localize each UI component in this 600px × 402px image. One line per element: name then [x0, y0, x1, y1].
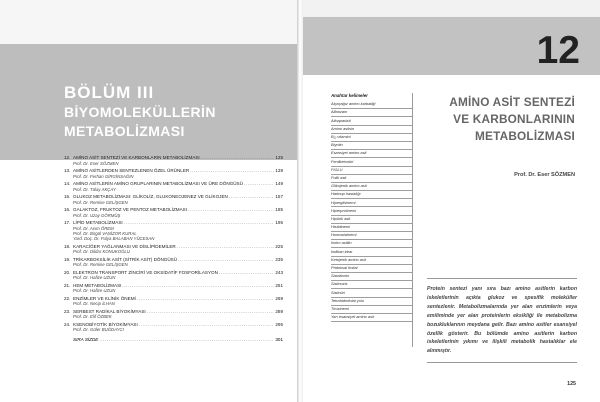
toc-leader-dots [122, 283, 274, 289]
toc-chapter-title: TRİKARBOKSİLİK ASİT (SİTRİK ASİT) DÖNGÜSÜ [73, 256, 178, 262]
keyword-item: Sistinüri [331, 289, 412, 297]
toc-author: Prof. Dr. Ferhan GİRGİNSAĞIN [73, 173, 134, 179]
toc-chapter-title: ENZİMLER VE KLİNİK ÖNEMİ [73, 295, 136, 301]
toc-chapter-number: 21. [64, 282, 71, 288]
toc-author: Yard. Doç. Dr. Fulya BALABAN YÜCESAN [73, 236, 155, 242]
keyword-item: Pridoksal fosfat [331, 265, 412, 273]
toc-leader-dots [190, 168, 274, 174]
toc-author: Prof. Dr. Hafize UZUN [73, 275, 116, 281]
toc-author: Prof. Dr. Necip İLHAN [73, 301, 115, 307]
toc-leader-dots [219, 270, 274, 276]
toc-chapter-number: 17. [64, 220, 71, 225]
keywords-sidebar [331, 93, 413, 347]
toc-page-number: 235 [275, 256, 283, 262]
right-page [303, 0, 600, 402]
toc-page-number: 295 [275, 321, 283, 327]
toc-entry [64, 257, 283, 268]
toc-chapter-title: AMİNO ASİT SENTEZİ VE KARBONLARIN METABOLİZMASI [73, 155, 200, 160]
toc-author: Prof. Dr. Hafize UZUN [73, 288, 116, 294]
toc-leader-dots [177, 244, 275, 250]
keywords-title: Anahtar kelimeler [331, 93, 368, 98]
toc-chapter-number: 19. [64, 256, 71, 262]
keyword-item: Hiperprolinemi [331, 207, 412, 215]
toc-entry [64, 155, 283, 166]
toc-author: Prof. Dr. Remise GELİŞGEN [73, 262, 128, 268]
toc-index-title: SIRA SİZDE [73, 336, 99, 342]
toc-index-page: 301 [275, 336, 283, 342]
toc-chapter-title: KSENOBİYOTİK BİYOKİMYASI [73, 321, 138, 327]
toc-index-entry [64, 337, 283, 342]
toc-page-number: 185 [275, 207, 283, 212]
toc-page-number: 125 [275, 155, 283, 160]
summary-text: Protein sentezi yanı sıra bazı amino asitlerin karbon iskeletlerinin açıkta glukoz ve spesifik moleküller sentezlenir. Metabolizmalarında yer alan enzimlerin veya emiliminde yer alan proteinlerin eksikliği ile metabolizma bozukluklarının meydana gelir. Bazı amino asitler esansiyel özellik gösterir. Bu bölümde amino asitlerin karbon iskeletlerinin yıkımı ve ilişkili metabolik hastalıklar ele alınmıştır. [427, 286, 577, 355]
toc-line [64, 168, 283, 174]
toc-leader-dots [244, 181, 274, 187]
chapter-title-line1: AMİNO ASİT SENTEZİ [449, 95, 575, 109]
toc-chapter-number: 22. [64, 295, 71, 301]
toc-leader-dots [178, 257, 274, 263]
keyword-item: FIGLU [331, 167, 412, 175]
keyword-item: Glikojenik amino asit [331, 183, 412, 191]
toc-page-number: 139 [275, 168, 283, 173]
keyword-item: Biyotin [331, 142, 412, 150]
chapter-title-line2: VE KARBONLARININ [453, 112, 575, 126]
chapter-author: Prof. Dr. Eser SÖZMEN [514, 172, 575, 178]
chapter-title-line3: METABOLİZMASI [474, 129, 575, 143]
keyword-item: İndikan idrar [331, 248, 412, 256]
keyword-item: Ketojenik amino asit [331, 257, 412, 265]
page-number: 125 [567, 381, 576, 387]
toc-leader-dots [137, 296, 275, 302]
toc-chapter-title: ELEKTRON TRANSPORT ZİNCİRİ VE OKSİDATİF FOSFORİLASYON [73, 269, 218, 275]
toc-chapter-title: HEM METABOLİZMASI [73, 282, 122, 288]
toc-entry [64, 309, 283, 320]
toc-chapter-number: 20. [64, 269, 71, 275]
right-top-band [303, 0, 600, 17]
toc-line [64, 220, 283, 226]
toc-entry [64, 270, 283, 281]
part-title [64, 103, 294, 141]
toc-entry [64, 322, 283, 333]
toc-entry [64, 220, 283, 242]
keyword-item: Tirozinemi [331, 306, 412, 314]
toc-entry [64, 244, 283, 255]
toc-author: Prof. Dr. Eser SÖZMEN [73, 160, 119, 166]
keyword-item: Alfaozam [331, 109, 412, 117]
keyword-item: Alçaçağız amino karbatiği [331, 101, 412, 109]
keyword-item: Yarı esansiyel amino asit [331, 314, 412, 322]
keyword-item: Amino asitsin [331, 126, 412, 134]
toc-page-number: 149 [275, 181, 283, 186]
toc-chapter-number: 12. [64, 155, 71, 160]
left-top-band [0, 0, 297, 44]
toc-page-number: 243 [275, 269, 283, 275]
toc-line [64, 155, 283, 161]
keyword-item: Hipürik asit [331, 216, 412, 224]
keyword-item: Histidinemi [331, 224, 412, 232]
keyword-item: Hartnup hastalığı [331, 191, 412, 199]
toc-author: Prof. Dr. Tülay AKÇAY [73, 186, 116, 192]
toc-leader-dots [139, 322, 275, 328]
keyword-item: Homosistinemi [331, 232, 412, 240]
part-title-line2: METABOLİZMASI [64, 123, 185, 139]
toc-author: Prof. Dr. Uzay GÖRMÜŞ [73, 212, 121, 218]
toc-chapter-title: KARACİĞER YAĞLANMASI VE DİSLİPİDEMİLER [73, 243, 176, 249]
toc-entry [64, 194, 283, 205]
toc-chapter-title: LİPİD METABOLİZMASI [73, 220, 123, 225]
chapter-number-block [303, 17, 600, 75]
toc-chapter-title: AMİNO ASİTLERDEN SENTEZLENEN ÖZEL ÜRÜNLER [73, 168, 190, 173]
toc-page-number: 225 [275, 243, 283, 249]
part-label: BÖLÜM III [64, 83, 155, 102]
keyword-item: Hiperglisinemi [331, 199, 412, 207]
part-title-line1: BİYOMOLEKÜLLERİN [64, 104, 216, 120]
toc-page-number: 157 [275, 194, 283, 199]
toc-entry [64, 283, 283, 294]
toc-author: Prof. Dr. Dildar KONUKOĞLU [73, 249, 130, 255]
toc-line [64, 181, 283, 187]
toc-leader-dots [201, 155, 275, 161]
toc-leader-dots [124, 220, 275, 226]
keyword-item: B₁₂ vitamini [331, 134, 412, 142]
toc-chapter-title: GALAKTOZ, FRUKTOZ VE PENTOZ METABOLİZMASI [73, 207, 188, 212]
toc-leader-dots [99, 337, 274, 342]
toc-entry [64, 181, 283, 192]
toc-leader-dots [147, 309, 275, 315]
toc-author: Prof. Dr. Remise GELİŞGEN [73, 199, 128, 205]
keywords-list [331, 101, 412, 322]
toc-chapter-number: 18. [64, 243, 71, 249]
keyword-item: İmino asitlin [331, 240, 412, 248]
toc-chapter-title: SERBEST RADİKAL BİYOKİMYASI [73, 308, 146, 314]
toc-chapter-number: 16. [64, 207, 71, 212]
toc-author: Prof. Dr. Elif ÖZBEK [73, 314, 112, 320]
toc-entry [64, 168, 283, 179]
toc-entry [64, 296, 283, 307]
toc-chapter-number: 15. [64, 194, 71, 199]
keyword-item: Sistinozis [331, 281, 412, 289]
toc-page-number: 251 [275, 282, 283, 288]
toc-entry [64, 207, 283, 218]
chapter-number: 12 [536, 29, 580, 72]
keyword-item: Folik asit [331, 175, 412, 183]
table-of-contents [64, 155, 283, 342]
toc-author: Prof. Dr. Asım ÖREM [73, 225, 114, 231]
toc-page-number: 269 [275, 295, 283, 301]
keyword-item: Alloapasisti [331, 117, 412, 125]
toc-leader-dots [229, 194, 274, 200]
keyword-item: Tetrahidrofolat yolu [331, 298, 412, 306]
toc-line [64, 207, 283, 213]
toc-page-number: 195 [275, 220, 283, 225]
toc-line [64, 194, 283, 200]
toc-chapter-title: AMİNO ASİTLERİN AMİNO GRUPLARININ METABOLİZMASI VE ÜRE DÖNGÜSÜ [73, 181, 243, 186]
toc-author: Prof. Dr. Birgül VANİZOR KURAL [73, 231, 137, 236]
left-page [0, 0, 297, 402]
toc-page-number: 289 [275, 308, 283, 314]
summary-box [427, 278, 577, 363]
keyword-item: Esansiyel amino asit [331, 150, 412, 158]
toc-author: Prof. Dr. Güler BUĞDAYCI [73, 327, 124, 333]
keyword-item: Fenilketonüri [331, 158, 412, 166]
toc-chapter-number: 24. [64, 321, 71, 327]
toc-chapter-number: 14. [64, 181, 71, 186]
keyword-item: Sistationin [331, 273, 412, 281]
chapter-title [421, 94, 575, 145]
toc-chapter-title: GLUKOZ METABOLİZMASI: GLİKOLİZ, GLUKONEOJENEZ VE GLİKOJEN [73, 194, 228, 199]
toc-chapter-number: 23. [64, 308, 71, 314]
toc-leader-dots [188, 207, 274, 213]
toc-chapter-number: 13. [64, 168, 71, 173]
